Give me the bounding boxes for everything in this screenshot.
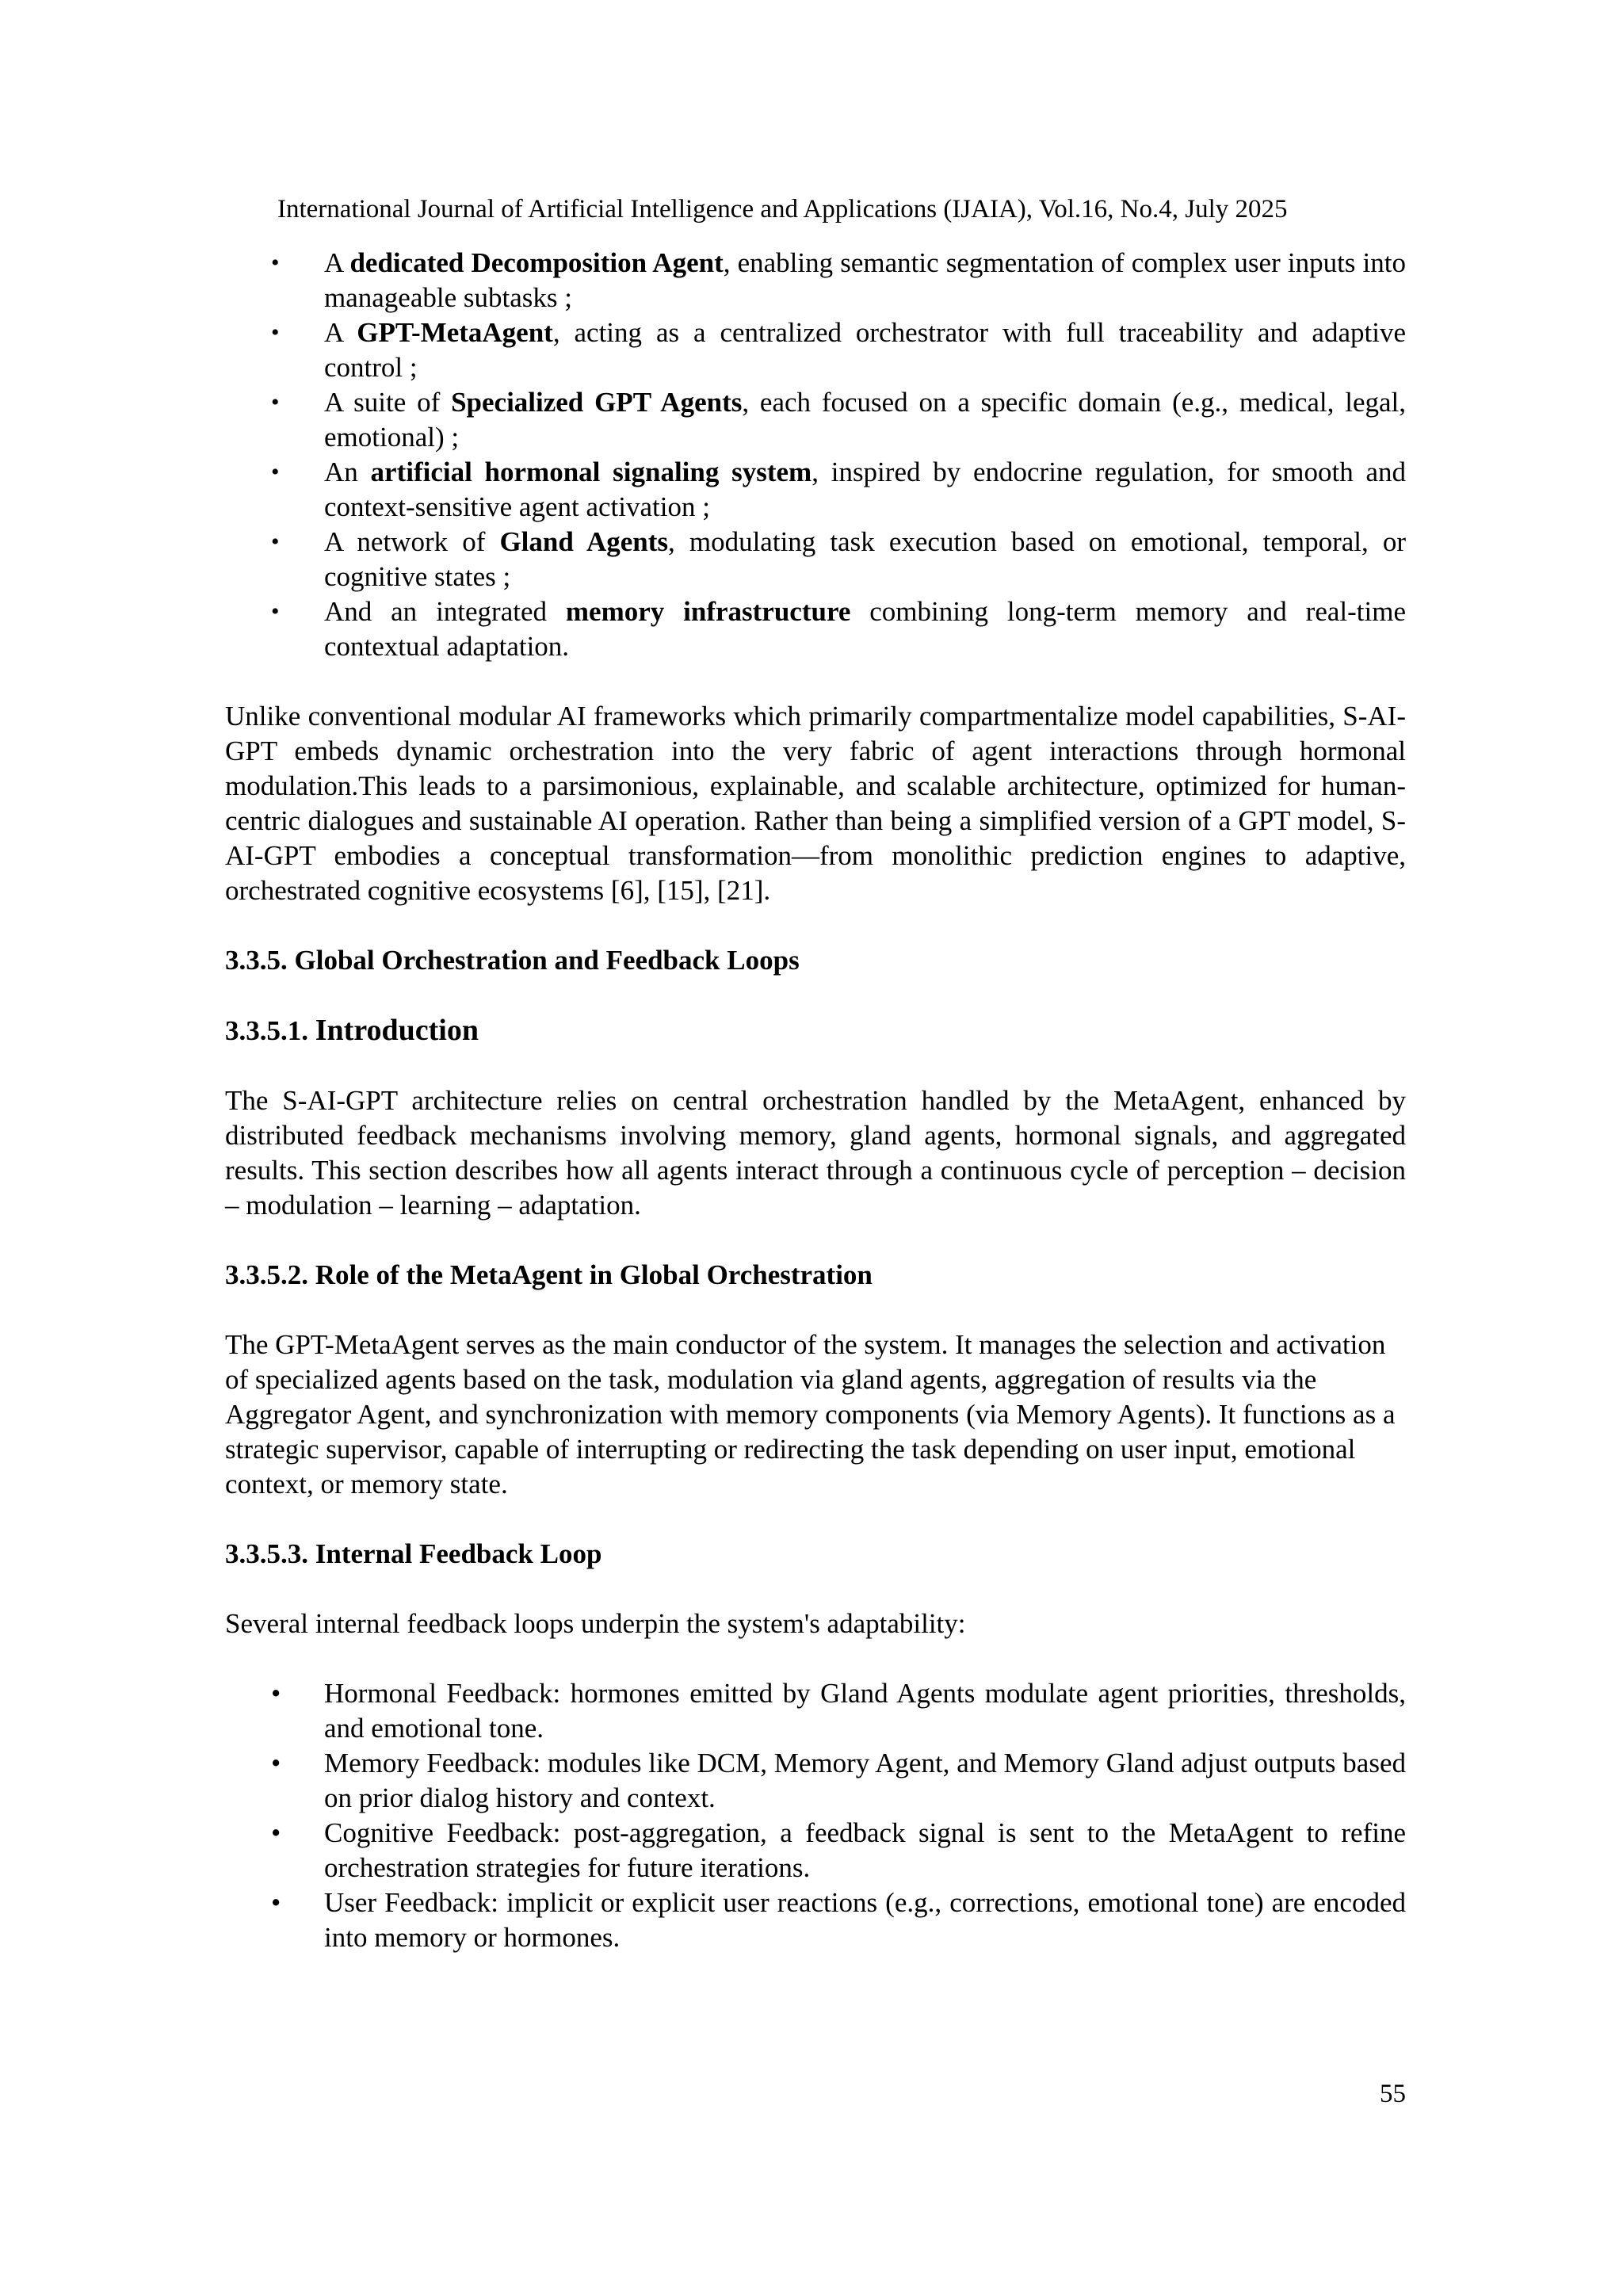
list-item: • A suite of Specialized GPT Agents, each focused on a specific domain (e.g., medical, legal, emotional) ; xyxy=(271,387,1406,453)
list-item: • Cognitive Feedback: post-aggregation, a feedback signal is sent to the MetaAgent to refine orchestration strategies for future iterations. xyxy=(271,1817,1406,1883)
section-heading-3-3-5-1: 3.3.5.1. Introduction xyxy=(225,1014,479,1047)
components-list xyxy=(225,246,1406,664)
running-header: International Journal of Artificial Intelligence and Applications (IJAIA), Vol.16, No.4, July 2025 xyxy=(277,195,1288,223)
list-item: • User Feedback: implicit or explicit user reactions (e.g., corrections, emotional tone) are encoded into memory or hormones. xyxy=(271,1887,1406,1953)
list-item: • A network of Gland Agents, modulating task execution based on emotional, temporal, or cognitive states ; xyxy=(271,526,1406,592)
bullet-marker: • xyxy=(271,319,280,346)
page-number: 55 xyxy=(1380,2080,1406,2108)
list-item: • Memory Feedback: modules like DCM, Memory Agent, and Memory Gland adjust outputs based on prior dialog history and context. xyxy=(271,1748,1406,1813)
bullet-marker: • xyxy=(271,529,280,555)
bullet-marker: • xyxy=(271,250,280,276)
list-item: • Hormonal Feedback: hormones emitted by Gland Agents modulate agent priorities, thresholds, and emotional tone. xyxy=(271,1678,1406,1744)
section-heading-3-3-5-2: 3.3.5.2. Role of the MetaAgent in Global Orchestration xyxy=(225,1259,873,1290)
list-item: • A dedicated Decomposition Agent, enabling semantic segmentation of complex user inputs into manageable subtasks ; xyxy=(271,247,1406,313)
list-item: • An artificial hormonal signaling system, inspired by endocrine regulation, for smooth and context-sensitive agent activation ; xyxy=(271,457,1407,522)
paragraph-feedback-intro: Several internal feedback loops underpin the system's adaptability: xyxy=(225,1608,966,1639)
list-item: • A GPT-MetaAgent, acting as a centralized orchestrator with full traceability and adaptive control ; xyxy=(271,317,1406,383)
bullet-marker: • xyxy=(271,1678,281,1709)
page-content xyxy=(225,246,1406,1955)
list-item: • And an integrated memory infrastructure combining long-term memory and real-time contextual adaptation. xyxy=(271,596,1406,662)
bullet-marker: • xyxy=(271,389,280,415)
bullet-marker: • xyxy=(271,1887,281,1918)
feedback-list xyxy=(225,1676,1406,1955)
paragraph-introduction: The S-AI-GPT architecture relies on central orchestration handled by the MetaAgent, enhanced by distributed feedback mechanisms involving memory, gland agents, hormonal signals, and aggregated results. This section describes how all agents interact through a continuous cycle of perception – decision – modulation – learning – adaptation. xyxy=(225,1085,1406,1221)
bullet-marker: • xyxy=(271,1748,281,1778)
section-heading-3-3-5-3: 3.3.5.3. Internal Feedback Loop xyxy=(225,1538,602,1569)
paragraph-unlike: Unlike conventional modular AI frameworks which primarily compartmentalize model capabilities, S-AI-GPT embeds dynamic orchestration into the very fabric of agent interactions through hormonal modulation.This leads to a parsimonious, explainable, and scalable architecture, optimized for human-centric dialogues and sustainable AI operation. Rather than being a simplified version of a GPT model, S-AI-GPT embodies a conceptual transformation—from monolithic prediction engines to adaptive, orchestrated cognitive ecosystems [6], [15], [21]. xyxy=(225,701,1406,906)
bullet-marker: • xyxy=(271,1817,281,1848)
paragraph-metaagent-role: The GPT-MetaAgent serves as the main conductor of the system. It manages the selection and activation of specialized agents based on the task, modulation via gland agents, aggregation of results via the Aggregator Agent, and synchronization with memory components (via Memory Agents). It functions as a strategic supervisor, capable of interrupting or redirecting the task depending on user input, emotional context, or memory state. xyxy=(225,1329,1396,1499)
bullet-marker: • xyxy=(271,598,280,625)
section-heading-3-3-5: 3.3.5. Global Orchestration and Feedback Loops xyxy=(225,945,800,976)
bullet-marker: • xyxy=(271,459,280,485)
